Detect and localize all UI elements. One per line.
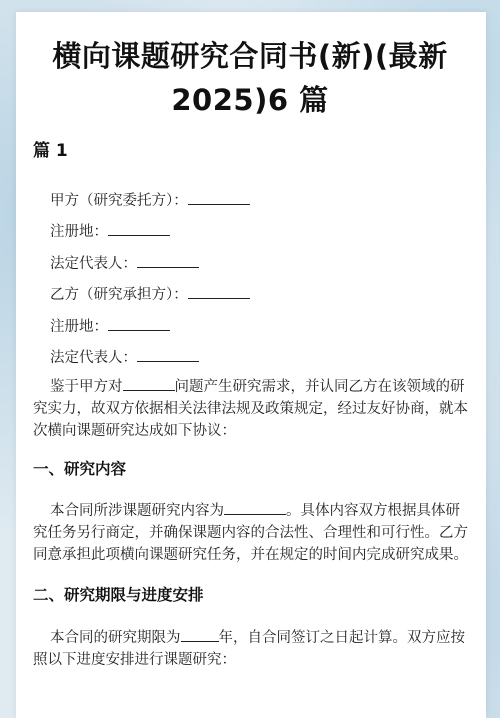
- section-1-text-before: 本合同所涉课题研究内容为: [50, 503, 224, 519]
- section-2-paragraph: [33, 627, 473, 671]
- party-a-rep-blank: [137, 253, 199, 268]
- part-label: 篇 1: [33, 141, 68, 161]
- party-a-name-line: [50, 189, 250, 210]
- document-title: [0, 34, 500, 122]
- section-1-text-after: 。具体内容双方根据具体研究任务另行商定，并确保课题内容的合法性、合理性和可行性。乙方同意承担此项横向课题研究任务，并在规定的时间内完成研究成果。: [33, 503, 468, 563]
- party-b-blank: [188, 284, 250, 299]
- section-2-blank: [181, 627, 219, 642]
- party-b-rep-blank: [137, 347, 199, 362]
- party-b-label: 乙方（研究承担方）：: [50, 287, 188, 303]
- party-b-rep-line: [50, 346, 199, 367]
- party-b-name-line: [50, 283, 250, 304]
- party-a-rep-label: 法定代表人：: [50, 256, 137, 272]
- section-2-text-after: 年，自合同签订之日起计算。双方应按照以下进度安排进行课题研究：: [33, 630, 465, 668]
- intro-blank: [123, 376, 175, 391]
- party-b-address-blank: [108, 316, 170, 331]
- party-a-address-line: [50, 220, 170, 241]
- party-a-blank: [188, 190, 250, 205]
- title-line-1: 横向课题研究合同书(新)(最新: [52, 39, 448, 73]
- party-a-address-label: 注册地：: [50, 224, 108, 240]
- section-2-heading: 二、研究期限与进度安排: [33, 586, 204, 604]
- section-1-paragraph: [33, 500, 473, 566]
- intro-text-after: 问题产生研究需求，并认同乙方在该领域的研究实力，故双方依据相关法律法规及政策规定，经过友好协商，就本次横向课题研究达成如下协议：: [33, 379, 468, 439]
- party-a-address-blank: [108, 221, 170, 236]
- title-line-2: 2025)6 篇: [171, 83, 329, 117]
- party-a-rep-line: [50, 252, 199, 273]
- section-1-heading: 一、研究内容: [33, 460, 127, 478]
- section-2-text-before: 本合同的研究期限为: [50, 630, 181, 646]
- intro-paragraph: [33, 376, 473, 442]
- party-a-label: 甲方（研究委托方）：: [50, 193, 188, 209]
- intro-text-before: 鉴于甲方对: [50, 379, 123, 395]
- section-1-blank: [224, 500, 286, 515]
- party-b-rep-label: 法定代表人：: [50, 350, 137, 366]
- party-b-address-line: [50, 315, 170, 336]
- party-b-address-label: 注册地：: [50, 319, 108, 335]
